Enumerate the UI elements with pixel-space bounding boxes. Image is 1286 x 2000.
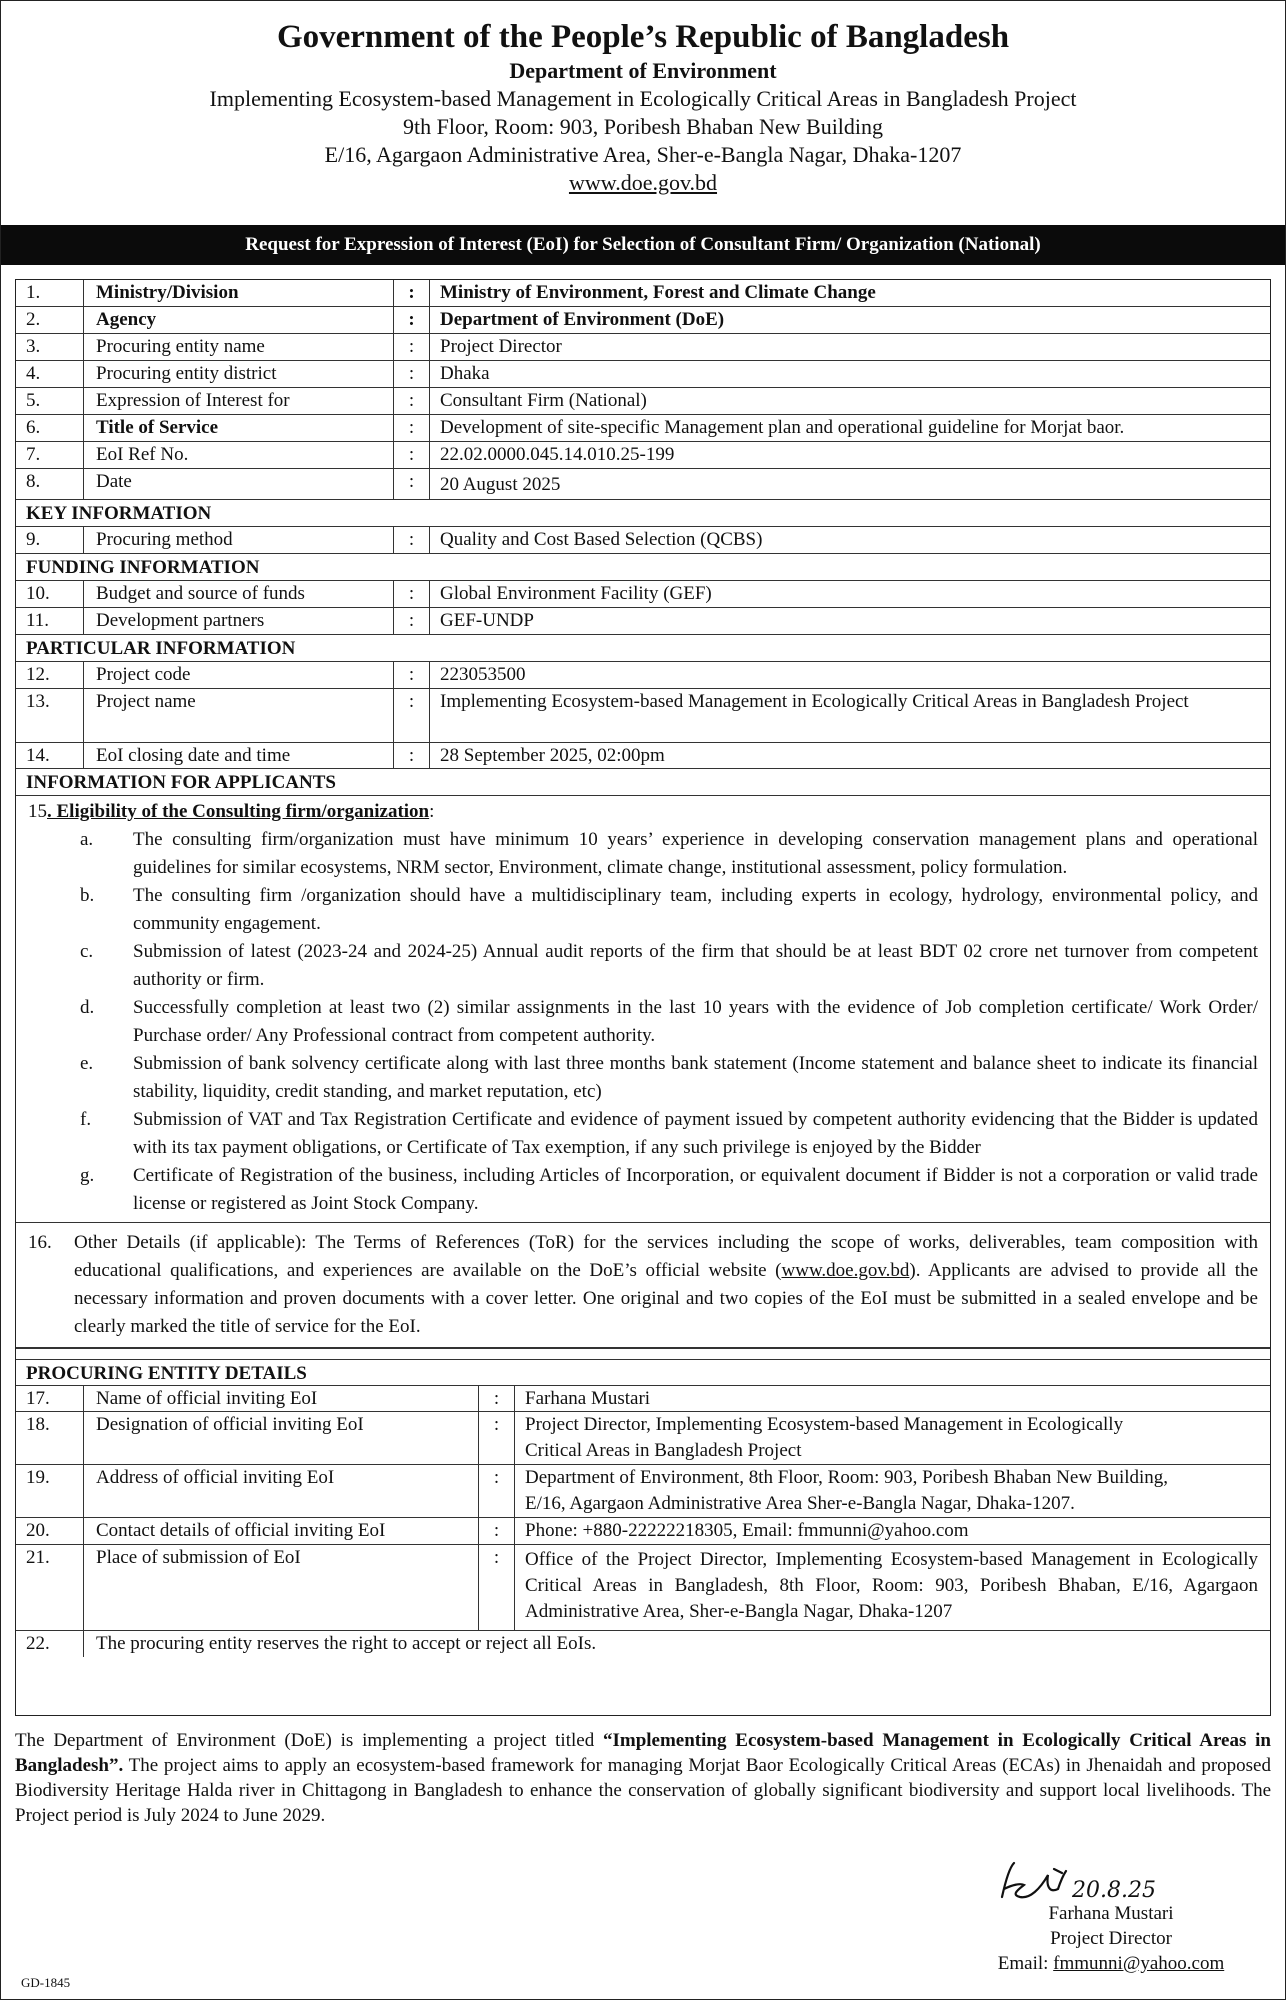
row-value: Department of Environment, 8th Floor, Room: 903, Poribesh Bhaban New Building, E/16, Agargaon Administrative Area Sher-e-Bangla Nagar, Dhaka-1207.	[525, 1467, 1169, 1514]
table-row	[16, 581, 1270, 608]
list-item: d. Successfully completion at least two (2) similar assignments in the last 10 years with the evidence of Job completion certificate/ Work Order/ Purchase order/ Any Professional contract from competent authority.	[80, 997, 1258, 1046]
row-number: 14.	[16, 743, 84, 768]
row-colon: :	[394, 388, 430, 414]
row-colon: :	[394, 608, 430, 634]
section-heading: PROCURING ENTITY DETAILS	[16, 1359, 1270, 1386]
table-row	[16, 307, 1270, 334]
row-colon: :	[394, 743, 430, 768]
row-value: GEF-UNDP	[440, 610, 534, 631]
row-label: Ministry/Division	[84, 280, 394, 306]
row-colon: :	[394, 334, 430, 360]
table-row	[16, 1412, 1270, 1465]
row-value: Quality and Cost Based Selection (QCBS)	[440, 529, 763, 550]
table-row	[16, 361, 1270, 388]
row-number: 8.	[16, 469, 84, 499]
row-number: 5.	[16, 388, 84, 414]
signatory-email: Email: fmmunni@yahoo.com	[997, 1953, 1225, 1974]
list-item: f. Submission of VAT and Tax Registration Certificate and evidence of payment issued by competent authority evidencing that the Bidder is updated with its tax payment obligations, or Certificate of Tax exemption, if any such privilege is enjoyed by the Bidder	[80, 1109, 1258, 1158]
eligibility-block	[16, 796, 1270, 1223]
government-title: Government of the People’s Republic of Bangladesh	[276, 19, 1010, 55]
table-row	[16, 1465, 1270, 1518]
row-colon: :	[394, 442, 430, 468]
row-label: Name of official inviting EoI	[84, 1386, 479, 1411]
table-row	[16, 469, 1270, 500]
row-number: 11.	[16, 608, 84, 634]
table-row	[16, 662, 1270, 689]
website-link[interactable]: www.doe.gov.bd	[568, 170, 718, 195]
section-heading: PARTICULAR INFORMATION	[16, 635, 1270, 662]
row-colon: :	[394, 662, 430, 688]
row-number: 12.	[16, 662, 84, 688]
row-value: Consultant Firm (National)	[440, 390, 647, 411]
section-heading: KEY INFORMATION	[16, 500, 1270, 527]
table-row	[16, 1631, 1270, 1657]
row-colon: :	[394, 469, 430, 499]
eligibility-heading: 15. Eligibility of the Consulting firm/organization:	[28, 801, 435, 822]
project-description: The Department of Environment (DoE) is implementing a project titled “Implementing Ecosystem-based Management in Ecologically Critical Areas in Bangladesh”. The project aims to apply an ecosystem-based framework for managing Morjat Baor Ecologically Critical Areas (ECAs) in Jhenaidah and proposed Biodiversity Heritage Halda river in Chittagong in Bangladesh to enhance the conservation of globally significant biodiversity and support local livelihoods. The Project period is July 2024 to June 2029.	[15, 1730, 1271, 1826]
row-colon: :	[479, 1386, 515, 1411]
row-number: 13.	[16, 689, 84, 742]
row-value: Project Director	[440, 336, 562, 357]
row-number: 9.	[16, 527, 84, 553]
table-row	[16, 442, 1270, 469]
row-colon: :	[479, 1545, 515, 1630]
list-item: c. Submission of latest (2023-24 and 2024-25) Annual audit reports of the firm that should be at least BDT 02 crore net turnover from competent authority or firm.	[80, 941, 1258, 990]
row-number: 18.	[16, 1412, 84, 1464]
row-number: 17.	[16, 1386, 84, 1411]
row-label: Expression of Interest for	[84, 388, 394, 414]
row-number: 6.	[16, 415, 84, 441]
row-colon: :	[394, 415, 430, 441]
signatory-designation: Project Director	[1050, 1928, 1172, 1949]
row-label: Development partners	[84, 608, 394, 634]
list-item: b. The consulting firm /organization should have a multidisciplinary team, including experts in ecology, hydrology, environmental policy, and community engagement.	[80, 885, 1258, 934]
row-value: Farhana Mustari	[525, 1388, 651, 1409]
row-colon: :	[394, 280, 430, 306]
section-heading: INFORMATION FOR APPLICANTS	[16, 769, 1270, 796]
row-label: Date	[84, 469, 394, 499]
row-value: 28 September 2025, 02:00pm	[440, 745, 665, 766]
row-value: Project Director, Implementing Ecosystem-based Management in Ecologically Critical Areas in Bangladesh Project	[525, 1414, 1124, 1461]
row-number: 4.	[16, 361, 84, 387]
table-row	[16, 1518, 1270, 1545]
row-colon: :	[479, 1412, 515, 1464]
row-colon: :	[394, 689, 430, 742]
row-label: Procuring method	[84, 527, 394, 553]
table-row	[16, 689, 1270, 743]
row-label: Place of submission of EoI	[84, 1545, 479, 1630]
row-label: EoI closing date and time	[84, 743, 394, 768]
project-name: Implementing Ecosystem-based Management in Ecologically Critical Areas in Bangladesh Project	[209, 86, 1077, 111]
row-value: Development of site-specific Management plan and operational guideline for Morjat baor.	[440, 417, 1125, 438]
eoi-form-table	[15, 279, 1271, 1716]
row-number: 2.	[16, 307, 84, 333]
list-item: e. Submission of bank solvency certificate along with last three months bank statement (Income statement and balance sheet to indicate its financial stability, liquidity, credit standing, and market reputation, etc)	[80, 1053, 1258, 1102]
row-value: 20 August 2025	[440, 474, 561, 495]
row-value: Implementing Ecosystem-based Management in Ecologically Critical Areas in Bangladesh Project	[440, 691, 1189, 712]
website-link[interactable]: www.doe.gov.bd	[781, 1260, 910, 1281]
row-label: Budget and source of funds	[84, 581, 394, 607]
letterhead	[1, 1, 1285, 197]
row-label: Address of official inviting EoI	[84, 1465, 479, 1517]
row-value: Global Environment Facility (GEF)	[440, 583, 712, 604]
row-number: 1.	[16, 280, 84, 306]
department-name: Department of Environment	[509, 58, 777, 83]
gd-number: GD-1845	[21, 1975, 71, 1990]
row-number: 20.	[16, 1518, 84, 1544]
row-number: 7.	[16, 442, 84, 468]
row-number: 10.	[16, 581, 84, 607]
row-number: 19.	[16, 1465, 84, 1517]
signatory-name: Farhana Mustari	[1048, 1903, 1174, 1924]
table-row	[16, 415, 1270, 442]
row-number: 3.	[16, 334, 84, 360]
other-details-block: 16. Other Details (if applicable): The Terms of References (ToR) for the services including the scope of works, deliverables, team composition with educational qualifications, and experiences are available on the DoE’s official website (www.doe.gov.bd). Applicants are advised to provide all the necessary information and proven documents with a cover letter. One original and two copies of the EoI must be submitted in a sealed envelope and be clearly marked the title of service for the EoI.	[16, 1223, 1270, 1349]
row-label: Procuring entity district	[84, 361, 394, 387]
signature-date: 20.8.25	[1072, 1878, 1156, 1903]
notice-banner: Request for Expression of Interest (EoI) for Selection of Consultant Firm/ Organization (National)	[1, 225, 1285, 265]
table-row	[16, 1386, 1270, 1412]
row-label: Designation of official inviting EoI	[84, 1412, 479, 1464]
office-address: E/16, Agargaon Administrative Area, Sher-e-Bangla Nagar, Dhaka-1207	[324, 142, 962, 167]
row-label: EoI Ref No.	[84, 442, 394, 468]
row-label: Project name	[84, 689, 394, 742]
row-label: Project code	[84, 662, 394, 688]
table-row	[16, 334, 1270, 361]
table-row	[16, 1545, 1270, 1631]
office-floor: 9th Floor, Room: 903, Poribesh Bhaban New Building	[402, 114, 884, 139]
row-colon: :	[394, 307, 430, 333]
row-value: Department of Environment (DoE)	[440, 309, 725, 330]
row-value: Office of the Project Director, Implementing Ecosystem-based Management in Ecologically Critical Areas in Bangladesh, 8th Floor, Room: 903, Poribesh Bhaban, E/16, Agargaon Administrative Area, Sher-e-Bangla Nagar, Dhaka-1207	[525, 1549, 1258, 1622]
row-colon: :	[394, 361, 430, 387]
table-row	[16, 280, 1270, 307]
email-link[interactable]: fmmunni@yahoo.com	[1053, 1953, 1225, 1974]
row-number: 22.	[16, 1631, 84, 1657]
row-colon: :	[479, 1465, 515, 1517]
table-row	[16, 527, 1270, 554]
row-colon: :	[394, 581, 430, 607]
row-value: Phone: +880-22222218305, Email: fmmunni@yahoo.com	[525, 1520, 969, 1541]
list-item: a. The consulting firm/organization must have minimum 10 years’ experience in developing conservation management plans and operational guidelines for similar ecosystems, NRM sector, Environment, climate change, institutional assessment, policy formulation.	[80, 829, 1258, 878]
table-row	[16, 388, 1270, 415]
row-label: Title of Service	[84, 415, 394, 441]
row-label: Agency	[84, 307, 394, 333]
signature-block	[986, 1901, 1236, 1976]
row-colon: :	[394, 527, 430, 553]
row-value: Dhaka	[440, 363, 490, 384]
row-value: Ministry of Environment, Forest and Climate Change	[440, 282, 876, 303]
row-label: Procuring entity name	[84, 334, 394, 360]
row-value: The procuring entity reserves the right to accept or reject all EoIs.	[96, 1633, 597, 1654]
row-number: 21.	[16, 1545, 84, 1630]
row-colon: :	[479, 1518, 515, 1544]
list-item: g. Certificate of Registration of the business, including Articles of Incorporation, or equivalent document if Bidder is not a corporation or valid trade license or registered as Joint Stock Company.	[80, 1165, 1258, 1214]
section-heading: FUNDING INFORMATION	[16, 554, 1270, 581]
table-row	[16, 608, 1270, 635]
signature-icon	[996, 1859, 1196, 1907]
table-row	[16, 743, 1270, 769]
row-value: 22.02.0000.045.14.010.25-199	[440, 444, 675, 465]
row-value: 223053500	[440, 664, 526, 685]
row-label: Contact details of official inviting EoI	[84, 1518, 479, 1544]
